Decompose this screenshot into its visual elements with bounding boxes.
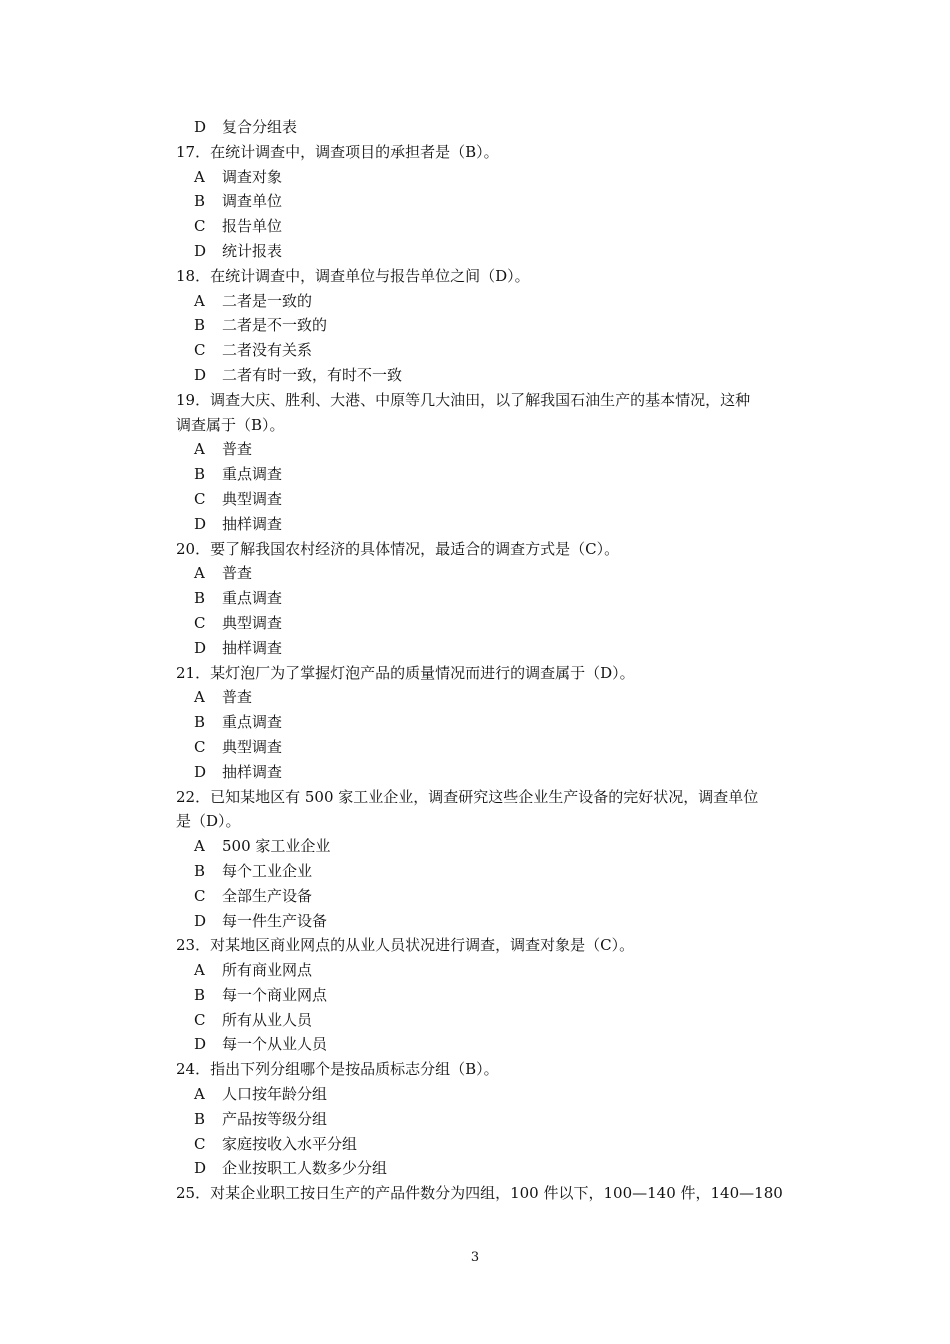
option-letter: A (194, 440, 205, 459)
question-text: 23．对某地区商业网点的从业人员状况进行调查，调查对象是（C）。 (176, 936, 635, 955)
option-letter: B (194, 861, 206, 880)
option-letter: A (194, 291, 205, 310)
option-text: 抽样调查 (222, 638, 283, 657)
option-item (176, 239, 816, 264)
option-text: 抽样调查 (222, 762, 283, 781)
option-letter: B (194, 1109, 206, 1128)
option-text: 二者有时一致，有时不一致 (222, 365, 403, 384)
option-text: 复合分组表 (222, 118, 298, 136)
question-text: 24．指出下列分组哪个是按品质标志分组（B）。 (176, 1060, 499, 1079)
question-text-continued: 调查属于（B）。 (176, 415, 285, 434)
option-text: 二者是一致的 (222, 291, 313, 310)
option-item (176, 561, 816, 586)
question-text: 21．某灯泡厂为了掌握灯泡产品的质量情况而进行的调查属于（D）。 (176, 663, 635, 682)
question-text: 18．在统计调查中，调查单位与报告单位之间（D）。 (176, 266, 530, 285)
option-item (176, 189, 816, 214)
option-letter: D (194, 118, 207, 136)
option-text: 产品按等级分组 (222, 1109, 328, 1128)
option-letter: D (194, 911, 207, 930)
question-text-continued: 是（D）。 (176, 812, 241, 831)
question-text: 17．在统计调查中，调查项目的承担者是（B）。 (176, 142, 499, 161)
option-item (176, 512, 816, 537)
question-text: 25．对某企业职工按日生产的产品件数分为四组，100 件以下，100—140 件，140—180 (176, 1184, 783, 1203)
option-text: 重点调查 (222, 465, 283, 484)
option-letter: C (194, 489, 206, 508)
option-item (176, 884, 816, 909)
option-letter: B (194, 985, 206, 1004)
question-text: 19．调查大庆、胜利、大港、中原等几大油田，以了解我国石油生产的基本情况，这种 (176, 390, 751, 409)
option-item (176, 760, 816, 785)
option-letter: A (194, 167, 205, 186)
option-item (176, 636, 816, 661)
option-text: 二者是不一致的 (222, 316, 328, 335)
option-text: 人口按年龄分组 (222, 1085, 328, 1104)
option-item (176, 313, 816, 338)
option-item (176, 958, 816, 983)
page-number: 3 (470, 1250, 480, 1265)
option-text: 统计报表 (222, 241, 283, 260)
option-text: 普查 (222, 688, 253, 707)
option-item (176, 983, 816, 1008)
option-letter: D (194, 1159, 207, 1178)
option-item (176, 834, 816, 859)
option-text: 每一个商业网点 (222, 985, 328, 1004)
option-text: 重点调查 (222, 589, 283, 608)
option-letter: C (194, 1134, 206, 1153)
option-letter: C (194, 737, 206, 756)
document-body (176, 115, 816, 1206)
option-item (176, 115, 816, 140)
option-text: 调查单位 (222, 192, 283, 211)
option-letter: C (194, 1010, 206, 1029)
option-text: 重点调查 (222, 713, 283, 732)
option-letter: B (194, 316, 206, 335)
option-item (176, 735, 816, 760)
option-text: 典型调查 (222, 613, 283, 632)
option-text: 报告单位 (222, 217, 283, 236)
option-text: 典型调查 (222, 489, 283, 508)
option-text: 全部生产设备 (222, 886, 313, 905)
option-letter: C (194, 217, 206, 236)
option-letter: A (194, 1085, 205, 1104)
option-item (176, 1082, 816, 1107)
option-text: 典型调查 (222, 737, 283, 756)
question-text: 20．要了解我国农村经济的具体情况，最适合的调查方式是（C）。 (176, 539, 620, 558)
option-letter: D (194, 638, 207, 657)
option-item (176, 1032, 816, 1057)
option-letter: D (194, 365, 207, 384)
option-letter: A (194, 688, 205, 707)
option-letter: C (194, 341, 206, 360)
option-item (176, 1156, 816, 1181)
option-letter: D (194, 1035, 207, 1054)
option-letter: B (194, 589, 206, 608)
option-letter: D (194, 514, 207, 533)
option-item (176, 165, 816, 190)
option-item (176, 611, 816, 636)
option-item (176, 1107, 816, 1132)
option-text: 所有商业网点 (222, 961, 313, 980)
option-item (176, 437, 816, 462)
option-item (176, 859, 816, 884)
option-text: 每个工业企业 (222, 861, 313, 880)
option-letter: A (194, 564, 205, 583)
option-item (176, 214, 816, 239)
option-item (176, 338, 816, 363)
option-item (176, 1132, 816, 1157)
option-item (176, 1008, 816, 1033)
option-text: 普查 (222, 564, 253, 583)
option-text: 家庭按收入水平分组 (222, 1134, 358, 1153)
option-text: 抽样调查 (222, 514, 283, 533)
option-text: 企业按职工人数多少分组 (222, 1159, 388, 1178)
option-text: 普查 (222, 440, 253, 459)
option-text: 二者没有关系 (222, 341, 313, 360)
option-letter: A (194, 837, 205, 856)
option-text: 所有从业人员 (222, 1010, 313, 1029)
option-letter: B (194, 465, 206, 484)
option-item (176, 289, 816, 314)
option-item (176, 909, 816, 934)
option-item (176, 710, 816, 735)
option-text: 调查对象 (222, 167, 283, 186)
option-item (176, 685, 816, 710)
option-letter: B (194, 713, 206, 732)
option-letter: D (194, 241, 207, 260)
option-text: 500 家工业企业 (222, 837, 331, 856)
question-text: 22．已知某地区有 500 家工业企业，调查研究这些企业生产设备的完好状况，调查单位 (176, 787, 759, 806)
option-item (176, 586, 816, 611)
option-item (176, 487, 816, 512)
option-letter: C (194, 613, 206, 632)
option-letter: B (194, 192, 206, 211)
option-text: 每一个从业人员 (222, 1035, 328, 1054)
option-letter: C (194, 886, 206, 905)
option-letter: A (194, 961, 205, 980)
option-item (176, 462, 816, 487)
option-text: 每一件生产设备 (222, 911, 328, 930)
option-item (176, 363, 816, 388)
option-letter: D (194, 762, 207, 781)
